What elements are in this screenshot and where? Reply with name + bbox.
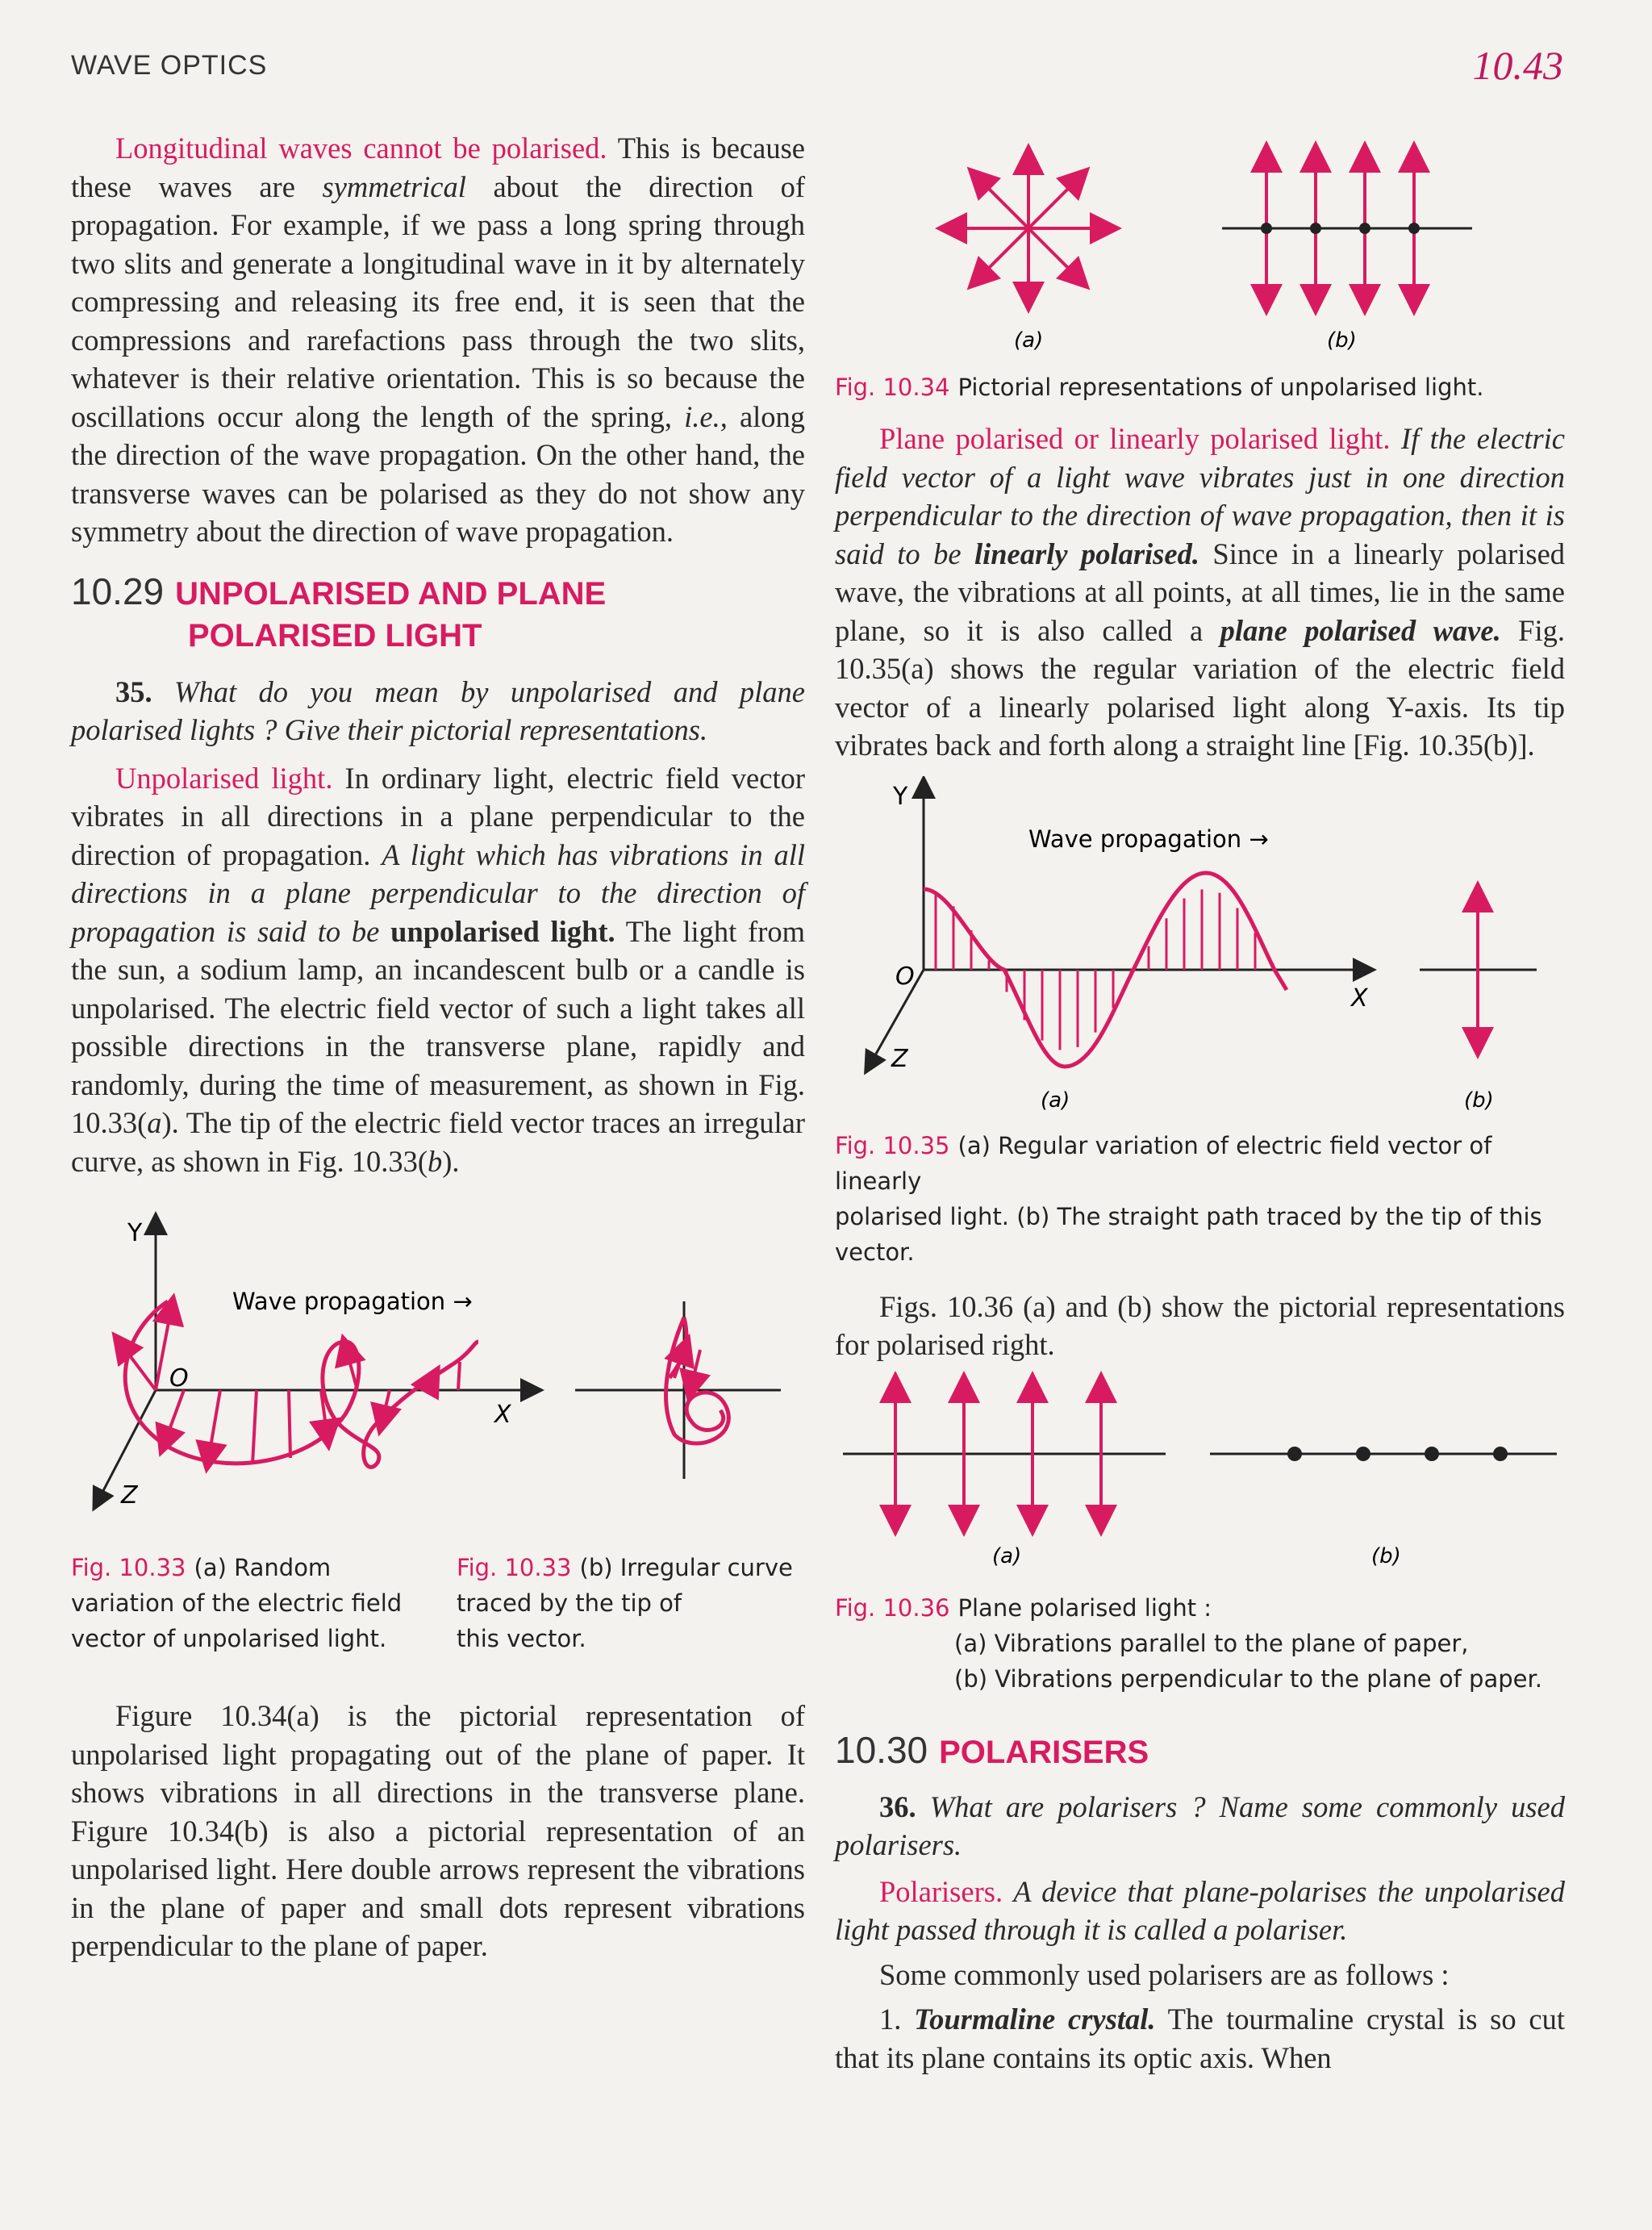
fig35-b-label: (b) [1464,1088,1494,1113]
origin-label: O [169,1364,189,1393]
left-column [71,129,805,1965]
wave-propagation-label: Wave propagation → [1028,825,1269,853]
paragraph-plane-polarised: Plane polarised or linearly polarised light. If the electric field vector of a light wave vibrates just in one direction perpendicular to the direction of wave propagation, then it is said to be linearly polarised. Since in a linearly polarised wave, the vibrations at all points, at all times, lie in the same plane, so it is also called a plane polarised wave. Fig. 10.35(a) shows the regular variation of the electric field vector of a linearly polarised light along Y-axis. Its tip vibrates back and forth along a straight line [Fig. 10.35(b)]. [835,422,1566,762]
arrows-and-dots-unpolarised [1222,153,1472,303]
paragraph-unpolarised: Unpolarised light. In ordinary light, electric field vector vibrates in all directions in a plane perpendicular to the direction of propagation. A light which has vibrations in all directions in a plane perpendicular to the direction of propagation is said to be unpolarised light. The light from the sun, a sodium lamp, an incandescent bulb or a candle is unpolarised. The electric field vector of such a light takes all possible directions in the transverse plane, rapidly and randomly, during the time of measurement, as shown in Fig. 10.33(a). The tip of the electric field vector traces an irregular curve, as shown in Fig. 10.33(b). [71,761,806,1178]
run-in-heading: Plane polarised or linearly polarised light. [879,422,1391,455]
perpendicular-vibrations [1210,1447,1557,1461]
fig35-a-label: (a) [1041,1088,1070,1113]
paragraph-figure-10-34: Figure 10.34(a) is the pictorial representation of unpolarised light propagating out of the plane of paper. It shows vibrations in all directions in the transverse plane. Figure 10.34(b) is also a pictorial representation of an unpolarised light. Here double arrows represent the vibrations in the plane of paper and small dots represent vibrations perpendicular to the plane of paper. [71,1699,805,1962]
paragraph-longitudinal: Longitudinal waves cannot be polarised. This is because these waves are symmetrical about the direction of propagation. For example, if we pass a long spring through two slits and generate a longitudinal wave in it by alternately compressing and releasing its free end, it is seen that the compressions and rarefactions pass through the two slits, whatever is their relative orientation. This is so because the oscillations occur along the length of the spring, i.e., along the direction of the wave propagation. On the other hand, the transverse waves can be polarised as they do not show any symmetry about the direction of wave propagation. [71,132,806,548]
caption-10-33b: Fig. 10.33 (b) Irregular curve traced by the tip of this vector. [457,1554,793,1652]
origin-label: O [895,962,915,991]
caption-10-34: Fig. 10.34 Pictorial representations of unpolarised light. [835,374,1484,401]
question-36: 36. What are polarisers ? Name some commonly used polarisers. [835,1789,1566,1861]
paragraph-tourmaline: 1. Tourmaline crystal. The tourmaline crystal is so cut that its plane contains its optic axis. When [835,2002,1565,2074]
x-label: X [1351,983,1368,1013]
question-35: 35. What do you mean by unpolarised and plane polarised lights ? Give their pictorial representations. [71,674,805,746]
figure-10-35 [835,776,1565,1123]
x-label: X [494,1401,511,1429]
figure-10-34 [835,136,1565,365]
irregular-tip-curve [666,1318,729,1443]
running-head: WAVE OPTICS [71,50,268,81]
fig36-a-label: (a) [992,1543,1022,1568]
z-label: Z [121,1481,138,1510]
right-column [835,129,1565,2077]
paragraph-common-polarisers: Some commonly used polarisers are as follows : [879,1957,1450,1991]
parallel-vibrations [843,1384,1166,1524]
y-label: Y [893,782,908,811]
run-in-heading: Unpolarised light. [115,761,333,795]
figure-10-36 [835,1369,1565,1587]
star-unpolarised [948,156,1109,301]
fig34-a-label: (a) [1014,328,1044,353]
caption-10-33a: Fig. 10.33 (a) Random variation of the electric field vector of unpolarised light. [71,1554,403,1652]
z-label: Z [891,1044,908,1073]
section-heading-10-29: 10.29 UNPOLARISED AND PLANE POLARISED LIGHT [71,570,607,654]
figure-10-33-captions [71,1550,805,1663]
figure-10-33 [71,1205,805,1543]
section-heading-10-30: 10.30 POLARISERS [835,1728,1149,1771]
wave-propagation-label: Wave propagation → [232,1288,473,1315]
fig36-b-label: (b) [1371,1543,1401,1568]
caption-10-35: Fig. 10.35 (a) Regular variation of electric field vector of linearly polarised light. (b) The straight path traced by the tip of this vector. [835,1131,1542,1266]
run-in-heading: Longitudinal waves cannot be polarised. [115,132,607,165]
paragraph-figure-10-36: Figs. 10.36 (a) and (b) show the pictorial representations for polarised right. [835,1289,1565,1361]
fig34-b-label: (b) [1327,328,1357,353]
caption-10-36: Fig. 10.36 Plane polarised light : (a) Vibrations parallel to the plane of paper, (b) Vibrations perpendicular to the plane of paper. [835,1593,1542,1693]
paragraph-polarisers: Polarisers. A device that plane-polarises the unpolarised light passed through it is called a polariser. [835,1874,1566,1946]
run-in-heading: Polarisers. [879,1874,1003,1908]
page-number: 10.43 [1472,43,1563,88]
y-label: Y [127,1219,143,1247]
